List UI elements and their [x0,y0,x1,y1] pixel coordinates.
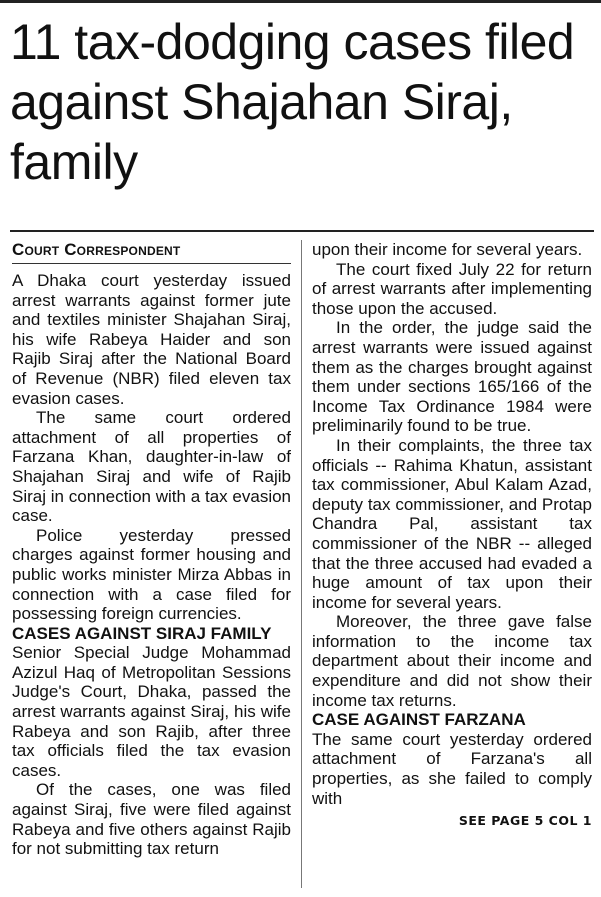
continuation-link[interactable]: SEE PAGE 5 COL 1 [458,813,592,829]
paragraph: The same court yesterday ordered attachment of Farzana's all properties, as she failed to comply with [312,729,592,808]
subhead-siraj-family: CASES AGAINST SIRAJ FAMILY [12,623,272,643]
paragraph: The same court ordered attachment of all properties of Farzana Khan, daughter-in-law of Shajahan Siraj and wife of Rajib Siraj in connection with a tax evasion case. [12,408,291,526]
paragraph: In the order, the judge said the arrest warrants were issued against them as the charges brought against them under sections 165/166 of the Income Tax Ordinance 1984 were preliminarily found to be true. [312,318,592,436]
paragraph: Police yesterday pressed charges against former housing and public works minister Mirza Abbas in connection with a case filed for possessing foreign currencies. [12,525,291,624]
paragraph: Of the cases, one was filed against Siraj, five were filed against Rabeya and five others against Rajib for not submitting tax return [12,780,291,859]
column-2 [312,240,592,832]
top-rule [0,0,601,3]
subhead-farzana: CASE AGAINST FARZANA [312,710,526,730]
article-header [10,12,594,192]
paragraph: In their complaints, the three tax officials -- Rahima Khatun, assistant tax commissioner, Abul Kalam Azad, deputy tax commissioner, and Protap Chandra Pal, assistant tax commissioner of the NBR -- alleged that the three accused had evaded a huge amount of tax upon their income for several years. [312,435,592,612]
paragraph: upon their income for several years. [312,240,583,259]
paragraph: Moreover, the three gave false information to the income tax department about their income and expenditure and did not show their income tax returns. [312,612,592,710]
column-1 [12,240,291,859]
paragraph: The court fixed July 22 for return of arrest warrants after implementing those upon the accused. [312,259,592,318]
paragraph: A Dhaka court yesterday issued arrest warrants against former jute and textiles minister Shajahan Siraj, his wife Rabeya Haider and son Rajib Siraj after the National Board of Revenue (NBR) filed eleven tax evasion cases. [12,271,291,408]
byline-text: Court Correspondent [12,240,181,259]
paragraph: Senior Special Judge Mohammad Azizul Haq of Metropolitan Sessions Judge's Court, Dhaka, passed the arrest warrants against Siraj, his wife Rabeya and son Rajib, after three tax officials filed the tax evasion cases. [12,643,291,780]
byline [12,240,291,264]
column-divider [301,240,302,888]
headline: 11 tax-dodging cases filed against Shajahan Siraj, family [10,14,575,190]
headline-rule [10,230,594,232]
